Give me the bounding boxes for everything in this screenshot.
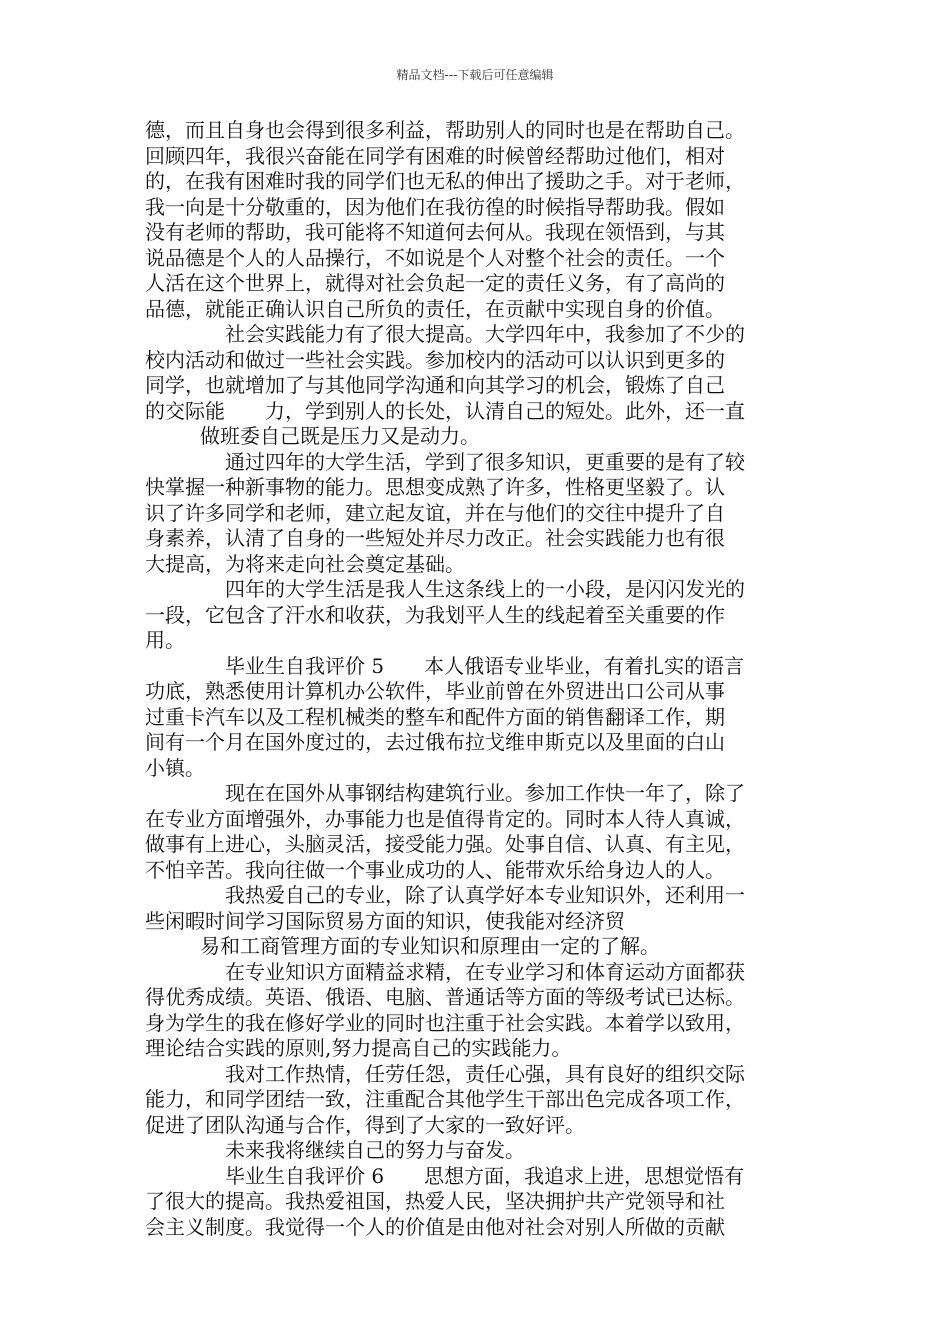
text-line: 过重卡汽车以及工程机械类的整车和配件方面的销售翻译工作，期 xyxy=(145,704,725,729)
text-line: 功底，熟悉使用计算机办公软件，毕业前曾在外贸进出口公司从事 xyxy=(145,679,725,703)
text-line: 理论结合实践的原则,努力提高自己的实践能力。 xyxy=(145,1036,572,1060)
text-line: 我对工作热情，任劳任怨，责任心强，具有良好的组织交际 xyxy=(225,1061,745,1086)
text-line: 毕业生自我评价 5 本人俄语专业毕业，有着扎实的语言 xyxy=(225,653,745,678)
text-line: 快掌握一种新事物的能力。思想变成熟了许多，性格更坚毅了。认 xyxy=(145,475,725,499)
text-line: 我一向是十分敬重的，因为他们在我彷徨的时候指导帮助我。假如 xyxy=(145,194,725,219)
page-header: 精品文档---下载后可任意编辑 xyxy=(396,68,554,82)
text-line: 现在在国外从事钢结构建筑行业。参加工作快一年了，除了 xyxy=(225,781,745,805)
text-line: 会主义制度。我觉得一个人的价值是由他对社会对别人所做的贡献 xyxy=(145,1214,725,1239)
text-line: 些闲暇时间学习国际贸易方面的知识，使我能对经济贸 xyxy=(145,908,625,933)
text-line: 做事有上进心，头脑灵活，接受能力强。处事自信、认真、有主见， xyxy=(145,832,745,856)
text-line: 身为学生的我在修好学业的同时也注重于社会实践。本着学以致用， xyxy=(145,1010,745,1035)
text-line: 四年的大学生活是我人生这条线上的一小段，是闪闪发光的 xyxy=(225,577,745,601)
text-line: 做班委自己既是压力又是动力。 xyxy=(200,424,480,448)
text-line: 促进了团队沟通与合作，得到了大家的一致好评。 xyxy=(145,1112,585,1137)
text-line: 的交际能 力，学到别人的长处，认清自己的短处。此外，还一直 xyxy=(145,398,745,423)
text-line: 易和工商管理方面的专业知识和原理由一定的了解。 xyxy=(200,934,660,958)
text-line: 间有一个月在国外度过的，去过俄布拉戈维申斯克以及里面的白山 xyxy=(145,730,725,754)
text-line: 社会实践能力有了很大提高。大学四年中，我参加了不少的 xyxy=(225,322,745,346)
text-line: 识了许多同学和老师，建立起友谊，并在与他们的交往中提升了自 xyxy=(145,500,725,525)
text-line: 身素养，认清了自身的一些短处并尽力改正。社会实践能力也有很 xyxy=(145,526,725,550)
text-line: 的，在我有困难时我的同学们也无私的伸出了援助之手。对于老师， xyxy=(145,169,745,193)
text-line: 通过四年的大学生活，学到了很多知识，更重要的是有了较 xyxy=(225,449,745,474)
text-line: 同学，也就增加了与其他同学沟通和向其学习的机会，锻炼了自己 xyxy=(145,373,725,397)
text-line: 品德，就能正确认识自己所负的责任，在贡献中实现自身的价值。 xyxy=(145,296,725,321)
text-line: 回顾四年，我很兴奋能在同学有困难的时候曾经帮助过他们，相对 xyxy=(145,143,725,168)
text-line: 大提高，为将来走向社会奠定基础。 xyxy=(145,551,465,576)
text-line: 了很大的提高。我热爱祖国，热爱人民，坚决拥护共产党领导和社 xyxy=(145,1189,725,1213)
text-line: 未来我将继续自己的努力与奋发。 xyxy=(225,1138,525,1162)
text-line: 说品德是个人的人品操行，不如说是个人对整个社会的责任。一个 xyxy=(145,245,725,270)
text-line: 我热爱自己的专业，除了认真学好本专业知识外，还利用一 xyxy=(225,883,745,907)
text-line: 人活在这个世界上，就得对社会负起一定的责任义务，有了高尚的 xyxy=(145,271,725,295)
document-body xyxy=(145,118,820,1240)
text-line: 校内活动和做过一些社会实践。参加校内的活动可以认识到更多的 xyxy=(145,347,725,372)
text-line: 小镇。 xyxy=(145,755,205,780)
text-line: 不怕辛苦。我向往做一个事业成功的人、能带欢乐给身边人的人。 xyxy=(145,857,725,882)
text-line: 没有老师的帮助，我可能将不知道何去何从。我现在领悟到，与其 xyxy=(145,220,725,244)
text-line: 在专业知识方面精益求精，在专业学习和体育运动方面都获 xyxy=(225,959,745,984)
text-line: 德，而且自身也会得到很多利益，帮助别人的同时也是在帮助自己。 xyxy=(145,118,745,142)
text-line: 毕业生自我评价 6 思想方面，我追求上进，思想觉悟有 xyxy=(225,1163,745,1188)
text-line: 用。 xyxy=(145,628,185,652)
text-line: 能力，和同学团结一致，注重配合其他学生干部出色完成各项工作， xyxy=(145,1087,745,1111)
text-line: 一段，它包含了汗水和收获，为我划平人生的线起着至关重要的作 xyxy=(145,602,725,627)
text-line: 在专业方面增强外，办事能力也是值得肯定的。同时本人待人真诚， xyxy=(145,806,745,831)
text-line: 得优秀成绩。英语、俄语、电脑、普通话等方面的等级考试已达标。 xyxy=(145,985,745,1009)
